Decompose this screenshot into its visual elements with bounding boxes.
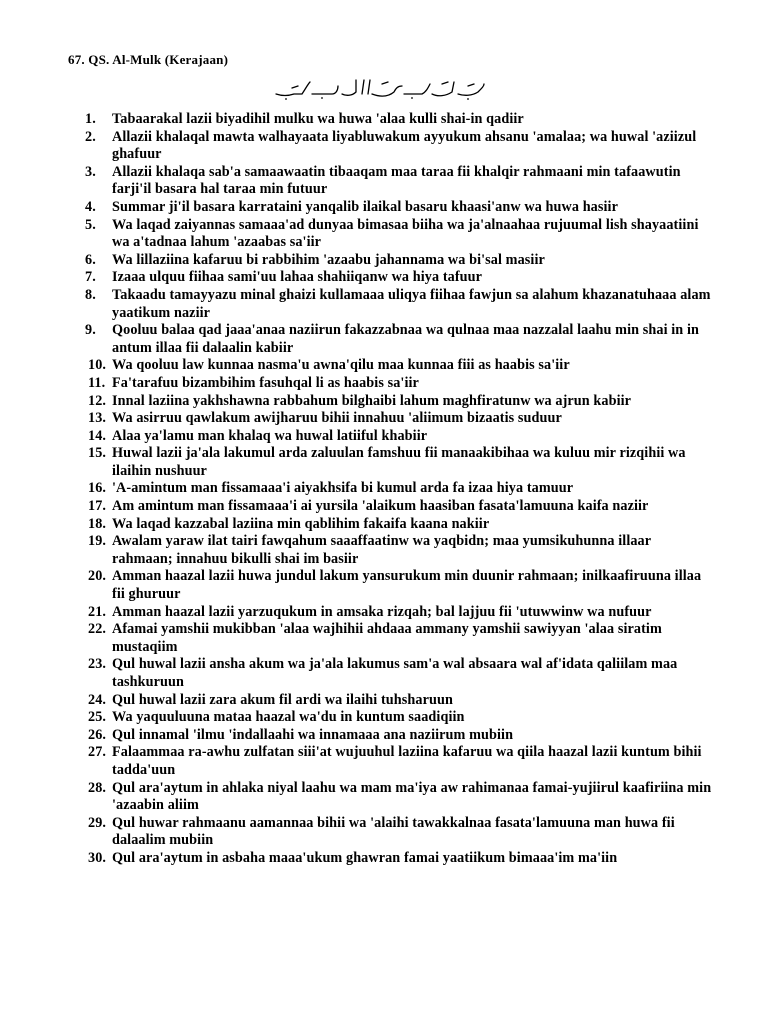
verse-text: Wa laqad kazzabal laziina min qablihim fakaifa kaana nakiir bbox=[112, 515, 490, 532]
verse-item bbox=[85, 850, 715, 868]
verse-number: 30. bbox=[88, 849, 107, 866]
verse-number: 11. bbox=[88, 374, 106, 391]
verse-item bbox=[85, 709, 715, 727]
verse-text: Takaadu tamayyazu minal ghaizi kullamaaa uliqya fiihaa fawjun sa alahum khazanatuhaaa alam yaatikum naziir bbox=[112, 286, 711, 321]
verse-text: Qul ara'aytum in ahlaka niyal laahu wa mam ma'iya aw rahimanaa famai-yujiirul kaafiriina min 'azaabin aliim bbox=[112, 779, 712, 814]
verse-text: Amman haazal lazii yarzuqukum in amsaka rizqah; bal lajjuu fii 'utuwwinw wa nufuur bbox=[112, 603, 652, 620]
verse-text: Tabaarakal lazii biyadihil mulku wa huwa 'alaa kulli shai-in qadiir bbox=[112, 111, 524, 127]
verse-number: 25. bbox=[88, 709, 107, 726]
verse-text: Falaammaa ra-awhu zulfatan siii'at wujuuhul laziina kafaruu wa qiila haazal lazii kuntum bihii tadda'uun bbox=[112, 744, 702, 778]
verse-number: 26. bbox=[88, 726, 107, 743]
verse-text: Wa asirruu qawlakum awijharuu bihii innahuu 'aliimum bizaatis suduur bbox=[112, 410, 562, 427]
basmala-calligraphy-image bbox=[272, 74, 488, 102]
verse-item bbox=[85, 410, 715, 428]
verse-item bbox=[85, 375, 715, 393]
verse-text: Qul huwar rahmaanu aamannaa bihii wa 'alaihi tawakkalnaa fasata'lamuuna man huwa fii dalaalim mubiin bbox=[112, 814, 675, 849]
verse-number: 16. bbox=[88, 480, 107, 497]
verse-number: 12. bbox=[88, 392, 107, 409]
verse-text: Awalam yaraw ilat tairi fawqahum saaaffaatinw wa yaqbidn; maa yumsikuhunna illaar rahmaan; innahuu bikulli shai im basiir bbox=[112, 533, 651, 567]
verse-item bbox=[85, 217, 715, 252]
verse-item bbox=[85, 621, 715, 656]
verse-text: Fa'tarafuu bizambihim fasuhqal li as haabis sa'iir bbox=[112, 374, 419, 391]
verse-number: 13. bbox=[88, 410, 107, 427]
verse-text: Wa yaquuluuna mataa haazal wa'du in kuntum saadiqiin bbox=[112, 709, 465, 726]
verse-text: Summar ji'il basara karrataini yanqalib ilaikal basaru khaasi'anw wa huwa hasiir bbox=[112, 198, 618, 215]
verse-number: 1. bbox=[85, 111, 96, 127]
verse-item bbox=[85, 815, 715, 850]
verse-item bbox=[85, 656, 715, 691]
verse-text: 'A-amintum man fissamaaa'i aiyakhsifa bi kumul arda fa izaa hiya tamuur bbox=[112, 480, 574, 497]
verse-number: 24. bbox=[88, 691, 107, 708]
verse-item bbox=[85, 516, 715, 534]
verse-item bbox=[85, 428, 715, 446]
verse-number: 15. bbox=[88, 445, 107, 462]
verse-text: Am amintum man fissamaaa'i ai yursila 'alaikum haasiban fasata'lamuuna kaifa naziir bbox=[112, 498, 649, 515]
verse-number: 4. bbox=[85, 198, 96, 215]
verse-item bbox=[85, 445, 715, 480]
verse-item bbox=[85, 568, 715, 603]
verse-number: 20. bbox=[88, 568, 107, 585]
verse-number: 2. bbox=[85, 128, 96, 145]
verse-number: 21. bbox=[88, 603, 107, 620]
verse-text: Qooluu balaa qad jaaa'anaa naziirun fakazzabnaa wa qulnaa maa nazzalal laahu min shai in in antum illaa fii dalaalin kabiir bbox=[112, 322, 699, 356]
verse-text: Amman haazal lazii huwa jundul lakum yansurukum min duunir rahmaan; inilkaafiruuna illaa fii ghuruur bbox=[112, 568, 702, 603]
verse-number: 3. bbox=[85, 163, 96, 180]
verse-text: Alaa ya'lamu man khalaq wa huwal latiiful khabiir bbox=[112, 427, 428, 444]
verse-item bbox=[85, 727, 715, 745]
verse-item bbox=[85, 604, 715, 622]
verse-number: 17. bbox=[88, 498, 107, 515]
verse-text: Qul ara'aytum in asbaha maaa'ukum ghawran famai yaatiikum bimaaa'im ma'iin bbox=[112, 849, 618, 866]
verse-number: 10. bbox=[88, 357, 107, 374]
basmala-calligraphy bbox=[272, 74, 488, 102]
verse-item bbox=[85, 533, 715, 568]
verse-item bbox=[85, 129, 715, 164]
verse-text: Allazii khalaqal mawta walhayaata liyabluwakum ayyukum ahsanu 'amalaa; wa huwal 'aziizul ghafuur bbox=[112, 128, 697, 163]
verse-text: Qul innamal 'ilmu 'indallaahi wa innamaaa ana naziirum mubiin bbox=[112, 726, 514, 743]
verse-number: 14. bbox=[88, 427, 107, 444]
verse-number: 19. bbox=[88, 533, 107, 550]
verse-text: Qul huwal lazii zara akum fil ardi wa ilaihi tuhsharuun bbox=[112, 691, 453, 708]
verse-number: 7. bbox=[85, 269, 96, 286]
page-heading: 67. QS. Al-Mulk (Kerajaan) bbox=[68, 52, 229, 67]
verse-item bbox=[85, 111, 715, 129]
verse-number: 8. bbox=[85, 286, 96, 303]
verse-text: Izaaa ulquu fiihaa sami'uu lahaa shahiiqanw wa hiya tafuur bbox=[112, 269, 483, 286]
verse-item bbox=[85, 744, 715, 779]
verse-number: 9. bbox=[85, 322, 96, 339]
verse-number: 5. bbox=[85, 216, 96, 233]
verse-item bbox=[85, 269, 715, 287]
verse-list bbox=[85, 111, 715, 868]
verse-number: 23. bbox=[88, 656, 107, 673]
verse-text: Afamai yamshii mukibban 'alaa wajhihii ahdaaa ammany yamshii sawiyyan 'alaa siratim mustaqiim bbox=[112, 621, 662, 655]
verse-item bbox=[85, 199, 715, 217]
verse-item bbox=[85, 393, 715, 411]
verse-text: Wa laqad zaiyannas samaaa'ad dunyaa bimasaa biiha wa ja'alnaahaa rujuumal lish shayaatiini wa a'tadnaa lahum 'azaabas sa'iir bbox=[112, 216, 699, 251]
verse-text: Allazii khalaqa sab'a samaawaatin tibaaqam maa taraa fii khalqir rahmaani min tafaawutin farji'il basara hal taraa min futuur bbox=[112, 163, 681, 198]
verse-item bbox=[85, 164, 715, 199]
verse-number: 27. bbox=[88, 744, 107, 761]
verse-item bbox=[85, 480, 715, 498]
verse-number: 6. bbox=[85, 251, 96, 268]
verse-text: Wa lillaziina kafaruu bi rabbihim 'azaabu jahannama wa bi'sal masiir bbox=[112, 251, 545, 268]
verse-item bbox=[85, 322, 715, 357]
verse-number: 22. bbox=[88, 621, 107, 638]
verse-item bbox=[85, 780, 715, 815]
verse-number: 29. bbox=[88, 814, 107, 831]
verse-item bbox=[85, 692, 715, 710]
verse-text: Wa qooluu law kunnaa nasma'u awna'qilu maa kunnaa fiii as haabis sa'iir bbox=[112, 357, 570, 374]
verse-item bbox=[85, 498, 715, 516]
verse-text: Huwal lazii ja'ala lakumul arda zaluulan famshuu fii manaakibihaa wa kuluu mir rizqihii wa ilaihin nushuur bbox=[112, 445, 686, 479]
verse-text: Qul huwal lazii ansha akum wa ja'ala lakumus sam'a wal absaara wal af'idata qaliilam maa tashkuruun bbox=[112, 656, 678, 690]
verse-number: 18. bbox=[88, 515, 107, 532]
verse-item bbox=[85, 357, 715, 375]
verse-item bbox=[85, 287, 715, 322]
verse-number: 28. bbox=[88, 779, 107, 796]
verse-text: Innal laziina yakhshawna rabbahum bilghaibi lahum maghfiratunw wa ajrun kabiir bbox=[112, 392, 632, 409]
verse-item bbox=[85, 252, 715, 270]
